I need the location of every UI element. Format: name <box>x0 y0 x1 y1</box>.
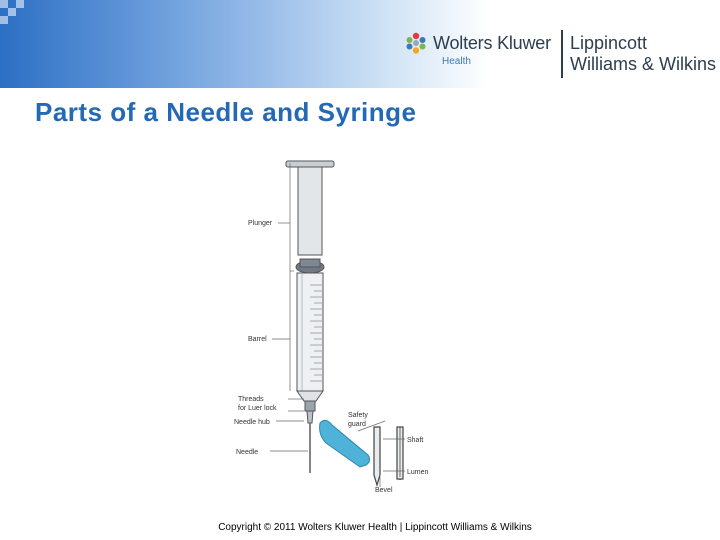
label-lumen: Lumen <box>407 469 429 476</box>
label-needle: Needle <box>236 449 259 456</box>
copyright-footer: Copyright © 2011 Wolters Kluwer Health | Lippincott Williams & Wilkins <box>218 522 532 533</box>
label-safety-1: Safety <box>348 412 368 419</box>
label-needle-hub: Needle hub <box>234 419 270 426</box>
label-barrel: Barrel <box>248 336 267 343</box>
brand-subname: Health <box>442 56 471 67</box>
logo-divider <box>561 30 563 78</box>
syringe-diagram <box>230 155 440 495</box>
label-shaft: Shaft <box>407 437 424 444</box>
brand-name: Wolters Kluwer <box>433 33 551 53</box>
publisher-line-1: Lippincott <box>570 33 648 53</box>
wolters-kluwer-globe-icon <box>404 31 428 55</box>
needle-detail <box>374 427 403 485</box>
label-safety-2: guard <box>348 421 366 428</box>
slide-title: Parts of a Needle and Syringe <box>35 97 417 127</box>
label-threads-1: Threads <box>238 396 264 403</box>
publisher-line-2: Williams & Wilkins <box>570 54 716 74</box>
label-plunger: Plunger <box>248 220 273 227</box>
label-threads-2: for Luer lock <box>238 405 277 412</box>
label-bevel: Bevel <box>375 487 393 494</box>
